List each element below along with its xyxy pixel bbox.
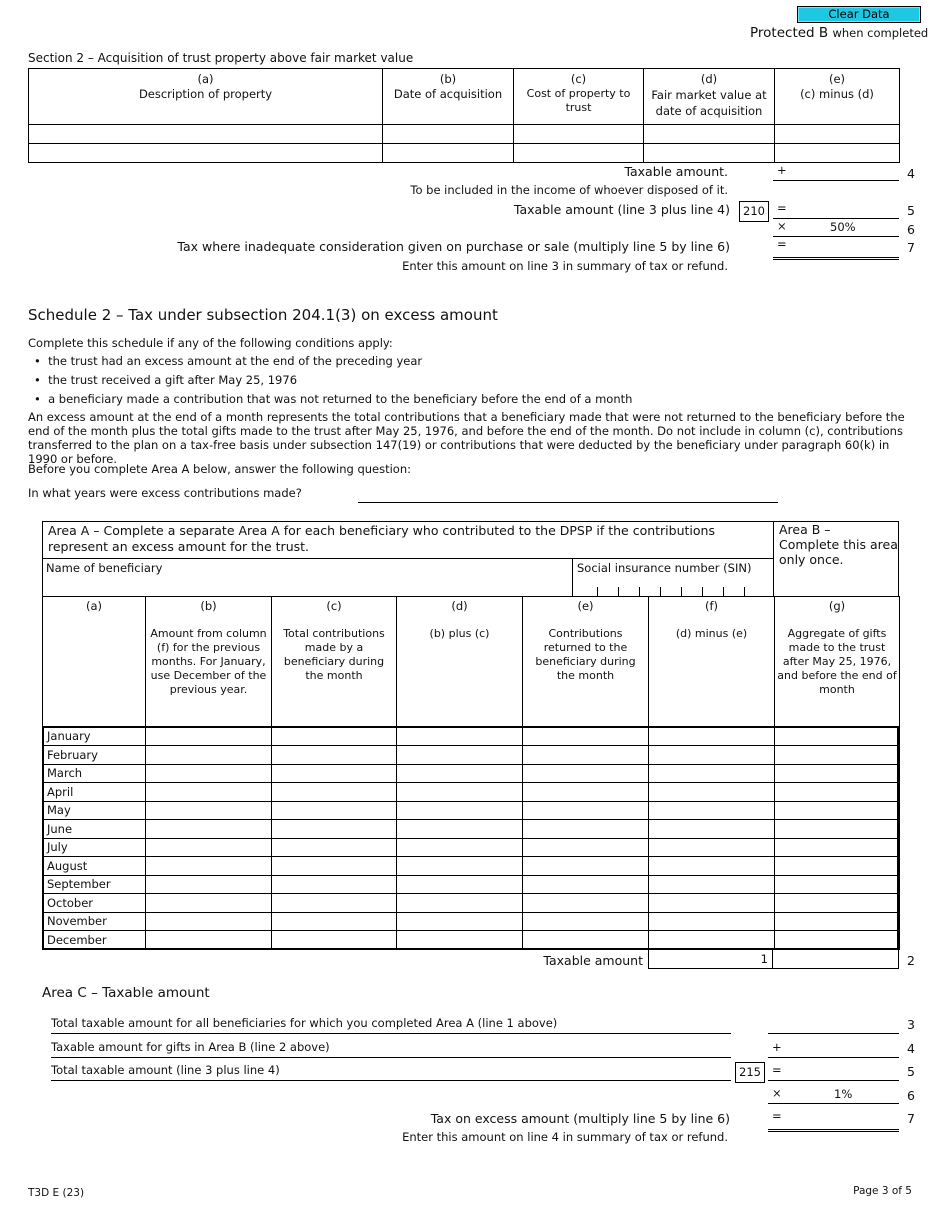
cell-g[interactable]	[775, 764, 900, 783]
cell-e[interactable]	[523, 838, 649, 857]
cell-f[interactable]	[649, 857, 775, 876]
s2-line4-field[interactable]	[773, 163, 899, 181]
cell-e[interactable]	[523, 801, 649, 820]
equals-sign: =	[772, 1063, 782, 1077]
s2-line6-field	[773, 219, 899, 237]
cell-d[interactable]	[397, 801, 523, 820]
section2-table	[28, 68, 900, 163]
cell-c[interactable]	[272, 875, 397, 894]
cell-e[interactable]	[523, 894, 649, 913]
month-row	[43, 857, 900, 876]
area-col-e-header: (e) Contributions returned to the beneficiary during the month	[523, 597, 649, 727]
s2-line7-field[interactable]	[773, 237, 899, 260]
s2-r2-e[interactable]	[775, 144, 900, 163]
cell-f[interactable]	[649, 931, 775, 950]
area-col-f-header: (f) (d) minus (e)	[649, 597, 775, 727]
cell-f[interactable]	[649, 801, 775, 820]
cell-e[interactable]	[523, 857, 649, 876]
area-a-taxable-box: 1	[648, 950, 773, 969]
s2-line-number-5: 5	[907, 203, 915, 218]
protected-suffix: when completed	[832, 26, 929, 40]
equals-sign: =	[772, 1109, 782, 1123]
area-c-line6-rate: 1%	[834, 1087, 853, 1101]
cell-c[interactable]	[272, 931, 397, 950]
area-c-line7-label: Tax on excess amount (multiply line 5 by line 6)	[430, 1111, 730, 1126]
s2-line4-sub: To be included in the income of whoever disposed of it.	[410, 183, 728, 197]
cell-d[interactable]	[397, 727, 523, 746]
cell-e[interactable]	[523, 931, 649, 950]
cell-g[interactable]	[775, 801, 900, 820]
cell-e[interactable]	[523, 746, 649, 765]
month-label: May	[43, 801, 146, 820]
cell-e[interactable]	[523, 783, 649, 802]
cell-d[interactable]	[397, 875, 523, 894]
beneficiary-name-input[interactable]	[46, 575, 566, 594]
month-label: January	[43, 727, 146, 746]
cell-b[interactable]	[146, 764, 272, 783]
cell-b[interactable]	[146, 875, 272, 894]
beneficiary-name-label: Name of beneficiary	[46, 561, 163, 575]
col-c-header: (c) Cost of property to trust	[514, 69, 644, 125]
month-label: August	[43, 857, 146, 876]
col-e-header: (e) (c) minus (d)	[775, 69, 900, 125]
cell-b[interactable]	[146, 857, 272, 876]
area-a-title: Area A – Complete a separate Area A for each beneficiary who contributed to the DPSP if the contributions represent an excess amount for the trust.	[48, 523, 715, 554]
cell-d[interactable]	[397, 820, 523, 839]
cell-d[interactable]	[397, 746, 523, 765]
col-b-header: (b) Date of acquisition	[383, 69, 514, 125]
cell-g[interactable]	[775, 727, 900, 746]
cell-d[interactable]	[397, 764, 523, 783]
cell-d[interactable]	[397, 857, 523, 876]
equals-sign: =	[777, 201, 787, 215]
s2-r1-a[interactable]	[29, 125, 383, 144]
area-c-line-number-3: 3	[907, 1017, 915, 1032]
cell-e[interactable]	[523, 764, 649, 783]
month-row	[43, 931, 900, 950]
before-question: Before you complete Area A below, answer the following question:	[28, 462, 412, 476]
cell-f[interactable]	[649, 764, 775, 783]
area-a-rule	[42, 558, 774, 559]
cell-g[interactable]	[775, 857, 900, 876]
s2-line7-sub: Enter this amount on line 3 in summary of tax or refund.	[402, 259, 728, 273]
s2-r2-d[interactable]	[644, 144, 775, 163]
cell-c[interactable]	[272, 894, 397, 913]
cell-c[interactable]	[272, 727, 397, 746]
s2-r2-c[interactable]	[514, 144, 644, 163]
area-c-line4-field[interactable]	[768, 1040, 899, 1058]
cell-f[interactable]	[649, 894, 775, 913]
s2-line-number-7: 7	[907, 240, 915, 255]
s2-r1-b[interactable]	[383, 125, 514, 144]
protected-label	[750, 25, 928, 41]
cell-g[interactable]	[775, 746, 900, 765]
excess-years-input[interactable]	[358, 485, 778, 503]
s2-line5-box: 210	[739, 201, 769, 222]
month-row	[43, 820, 900, 839]
equals-sign: =	[777, 237, 787, 251]
cell-b[interactable]	[146, 931, 272, 950]
cell-d[interactable]	[397, 838, 523, 857]
plus-sign: +	[772, 1040, 782, 1054]
month-label: November	[43, 912, 146, 931]
area-b-line-number: 2	[907, 953, 915, 968]
area-b-title	[779, 522, 899, 567]
protected-text: Protected B	[750, 25, 829, 41]
s2-r1-d[interactable]	[644, 125, 775, 144]
area-c-line7-sub: Enter this amount on line 4 in summary of tax or refund.	[402, 1130, 728, 1144]
area-col-g-header: (g) Aggregate of gifts made to the trust after May 25, 1976, and before the end of month	[775, 597, 900, 727]
bullet-item: • a beneficiary made a contribution that was not returned to the beneficiary before the end of a month	[34, 392, 633, 406]
cell-e[interactable]	[523, 912, 649, 931]
month-row	[43, 783, 900, 802]
cell-d[interactable]	[397, 931, 523, 950]
cell-f[interactable]	[649, 746, 775, 765]
cell-e[interactable]	[523, 875, 649, 894]
cell-f[interactable]	[649, 820, 775, 839]
cell-b[interactable]	[146, 838, 272, 857]
s2-r2-b[interactable]	[383, 144, 514, 163]
sin-input[interactable]	[578, 586, 768, 596]
month-row	[43, 912, 900, 931]
month-label: February	[43, 746, 146, 765]
area-c-line5-box: 215	[735, 1062, 765, 1083]
cell-b[interactable]	[146, 894, 272, 913]
cell-g[interactable]	[775, 894, 900, 913]
cell-g[interactable]	[775, 820, 900, 839]
page-number: Page 3 of 5	[853, 1185, 912, 1197]
plus-sign: +	[777, 163, 787, 177]
area-col-a-header: (a)	[43, 597, 146, 727]
month-label: April	[43, 783, 146, 802]
schedule2-bullets	[34, 354, 632, 411]
s2-r1-e[interactable]	[775, 125, 900, 144]
area-a-taxable-label: Taxable amount	[543, 953, 643, 968]
cell-f[interactable]	[649, 912, 775, 931]
area-b-subheading: Complete this area only once.	[779, 537, 898, 567]
area-c-line3-label: Total taxable amount for all beneficiaries for which you completed Area A (line 1 above)	[51, 1016, 731, 1034]
area-col-b-header: (b) Amount from column (f) for the previous months. For January, use December of the previous year.	[146, 597, 272, 727]
s2-line-number-4: 4	[907, 166, 915, 181]
area-c-line-number-4: 4	[907, 1041, 915, 1056]
cell-f[interactable]	[649, 727, 775, 746]
area-a-table	[42, 596, 900, 950]
area-divider	[773, 521, 774, 597]
cell-f[interactable]	[649, 838, 775, 857]
cell-b[interactable]	[146, 746, 272, 765]
area-c-line6-field	[768, 1086, 899, 1104]
month-row	[43, 801, 900, 820]
sin-divider	[572, 558, 573, 597]
month-label: December	[43, 931, 146, 950]
schedule2-title: Schedule 2 – Tax under subsection 204.1(3) on excess amount	[28, 306, 498, 324]
cell-c[interactable]	[272, 783, 397, 802]
cell-b[interactable]	[146, 783, 272, 802]
col-d-header: (d) Fair market value at date of acquisition	[644, 69, 775, 125]
s2-r2-a[interactable]	[29, 144, 383, 163]
cell-e[interactable]	[523, 820, 649, 839]
area-col-c-header: (c) Total contributions made by a beneficiary during the month	[272, 597, 397, 727]
month-label: September	[43, 875, 146, 894]
area-c-line-number-6: 6	[907, 1088, 915, 1103]
sin-label: Social insurance number (SIN)	[577, 561, 752, 575]
cell-g[interactable]	[775, 875, 900, 894]
cell-c[interactable]	[272, 746, 397, 765]
col-a-header: (a) Description of property	[29, 69, 383, 125]
section2-title: Section 2 – Acquisition of trust property above fair market value	[28, 51, 414, 65]
month-label: June	[43, 820, 146, 839]
month-label: March	[43, 764, 146, 783]
month-row	[43, 727, 900, 746]
cell-g[interactable]	[775, 912, 900, 931]
cell-b[interactable]	[146, 727, 272, 746]
cell-c[interactable]	[272, 801, 397, 820]
times-sign: ×	[772, 1086, 782, 1100]
times-sign: ×	[777, 219, 787, 233]
excess-years-question: In what years were excess contributions made?	[28, 486, 302, 500]
s2-line5-field[interactable]	[773, 201, 899, 219]
cell-f[interactable]	[649, 875, 775, 894]
cell-c[interactable]	[272, 820, 397, 839]
cell-g[interactable]	[775, 931, 900, 950]
schedule2-paragraph: An excess amount at the end of a month represents the total contributions that a beneficiary made that were not returned to the beneficiary before the end of the month plus the total gifts made to the trust after May 25, 1976, and before the end of the month. Do not include in column (c), contributions transferred to the plan on a tax-free basis under subsection 147(19) or contributions that were deducted by the beneficiary under paragraph 60(k) in 1990 or before.	[28, 410, 905, 466]
area-col-d-header: (d) (b) plus (c)	[397, 597, 523, 727]
month-row	[43, 838, 900, 857]
area-c-line7-field[interactable]	[768, 1109, 899, 1132]
cell-b[interactable]	[146, 820, 272, 839]
month-label: October	[43, 894, 146, 913]
schedule2-intro: Complete this schedule if any of the following conditions apply:	[28, 336, 393, 350]
area-c-line-number-7: 7	[907, 1111, 915, 1126]
month-row	[43, 764, 900, 783]
s2-line-number-6: 6	[907, 222, 915, 237]
clear-data-button[interactable]: Clear Data	[797, 6, 921, 23]
s2-line4-label: Taxable amount.	[624, 164, 728, 179]
area-c-line5-field[interactable]	[768, 1063, 899, 1081]
area-b-taxable-field[interactable]	[773, 950, 899, 969]
cell-c[interactable]	[272, 912, 397, 931]
area-c-line4-label: Taxable amount for gifts in Area B (line 2 above)	[51, 1040, 731, 1058]
area-c-line3-field[interactable]	[768, 1016, 899, 1034]
cell-g[interactable]	[775, 838, 900, 857]
month-row	[43, 875, 900, 894]
cell-e[interactable]	[523, 727, 649, 746]
s2-line5-label: Taxable amount (line 3 plus line 4)	[513, 202, 730, 217]
area-b-heading: Area B –	[779, 522, 831, 537]
area-c-line5-label: Total taxable amount (line 3 plus line 4)	[51, 1063, 731, 1081]
cell-d[interactable]	[397, 894, 523, 913]
month-rows	[43, 727, 900, 950]
cell-g[interactable]	[775, 783, 900, 802]
cell-f[interactable]	[649, 783, 775, 802]
bullet-item: • the trust had an excess amount at the end of the preceding year	[34, 354, 423, 368]
cell-c[interactable]	[272, 764, 397, 783]
cell-d[interactable]	[397, 783, 523, 802]
form-id: T3D E (23)	[28, 1187, 85, 1199]
s2-line6-rate: 50%	[830, 220, 856, 234]
s2-line7-label: Tax where inadequate consideration given on purchase or sale (multiply line 5 by line 6)	[177, 239, 730, 254]
cell-c[interactable]	[272, 838, 397, 857]
cell-b[interactable]	[146, 801, 272, 820]
cell-c[interactable]	[272, 857, 397, 876]
month-row	[43, 746, 900, 765]
bullet-item: • the trust received a gift after May 25, 1976	[34, 373, 298, 387]
month-row	[43, 894, 900, 913]
area-c-title: Area C – Taxable amount	[42, 985, 210, 1001]
s2-r1-c[interactable]	[514, 125, 644, 144]
area-c-line-number-5: 5	[907, 1064, 915, 1079]
cell-d[interactable]	[397, 912, 523, 931]
month-label: July	[43, 838, 146, 857]
cell-b[interactable]	[146, 912, 272, 931]
